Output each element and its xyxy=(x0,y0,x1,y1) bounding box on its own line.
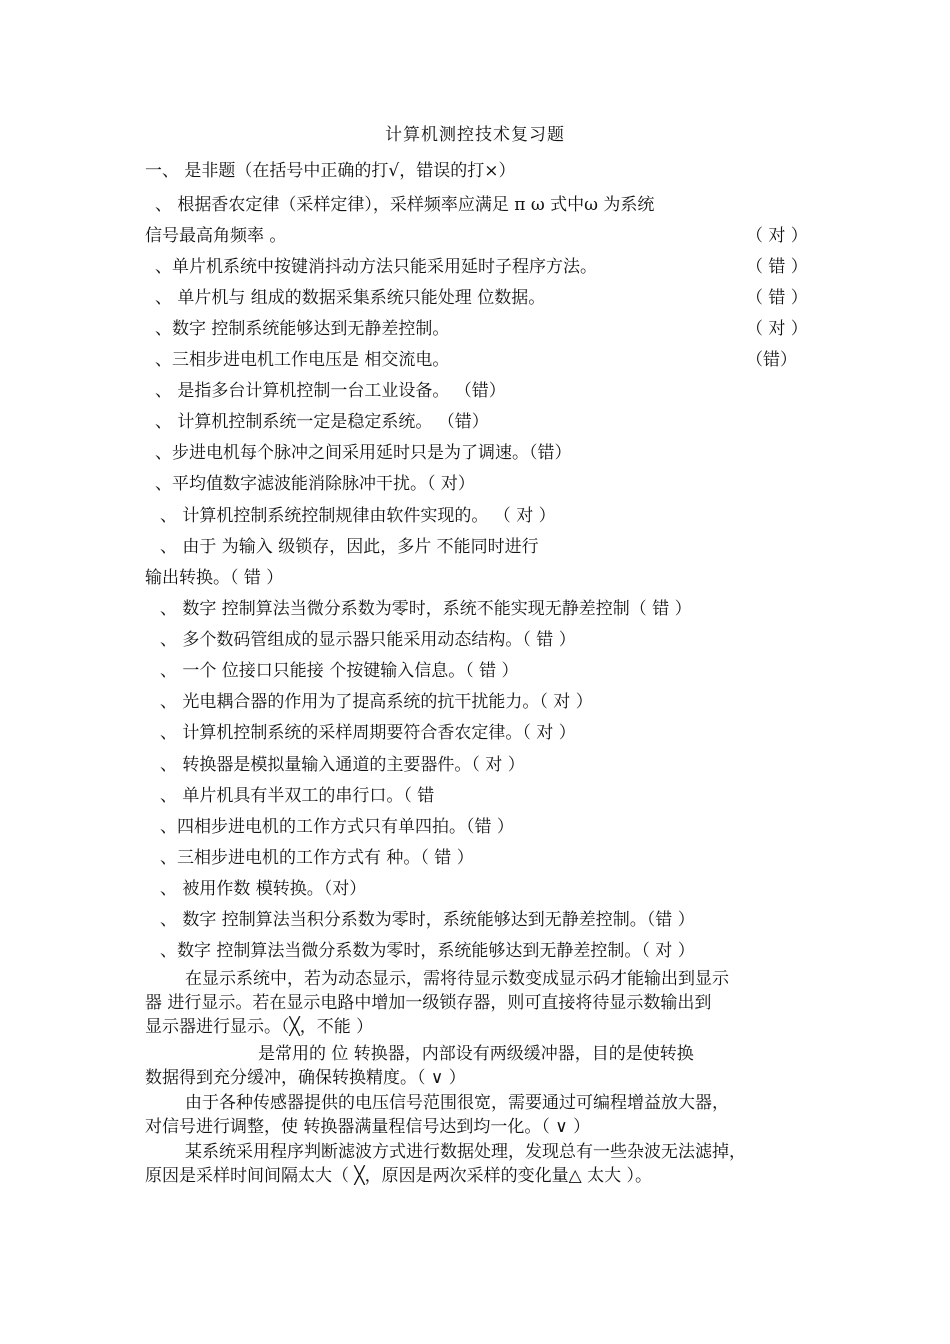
paragraph-line: 是常用的 位 转换器，内部设有两级缓冲器，目的是使转换 xyxy=(258,1044,694,1064)
list-item: 、三相步进电机工作电压是 相交流电。 xyxy=(155,350,450,370)
list-item: 、 被用作数 模转换。（对） xyxy=(160,879,367,899)
list-item: 、 数字 控制算法当微分系数为零时，系统不能实现无静差控制（ 错 ） xyxy=(160,599,692,619)
paragraph-line: 在显示系统中，若为动态显示，需将待显示数变成显示码才能输出到显示 xyxy=(185,969,729,989)
paragraph-line: 某系统采用程序判断滤波方式进行数据处理，发现总有一些杂波无法滤掉， xyxy=(185,1142,746,1162)
answer: （ 对 ） xyxy=(746,226,808,246)
paragraph-line: 数据得到充分缓冲，确保转换精度。（ ∨ ） xyxy=(145,1068,466,1088)
list-item: 、 单片机具有半双工的串行口。（ 错 xyxy=(160,786,435,806)
list-item: 、 一个 位接口只能接 个按键输入信息。（ 错 ） xyxy=(160,661,519,681)
page-title: 计算机测控技术复习题 xyxy=(385,125,565,145)
list-item: 、平均值数字滤波能消除脉冲干扰。（ 对） xyxy=(155,474,475,494)
list-item: 、四相步进电机的工作方式只有单四拍。（错 ） xyxy=(160,817,514,837)
list-item: 、 数字 控制算法当积分系数为零时，系统能够达到无静差控制。（错 ） xyxy=(160,910,695,930)
list-item: 、 转换器是模拟量输入通道的主要器件。（ 对 ） xyxy=(160,755,525,775)
list-item: 、 多个数码管组成的显示器只能采用动态结构。（ 错 ） xyxy=(160,630,576,650)
list-item: 信号最高角频率 。 xyxy=(145,226,287,246)
answer: （ 错 ） xyxy=(746,288,808,308)
list-item: 、数字 控制系统能够达到无静差控制。 xyxy=(155,319,450,339)
list-item: 、 单片机与 组成的数据采集系统只能处理 位数据。 xyxy=(155,288,546,308)
list-item: 输出转换。（ 错 ） xyxy=(145,568,284,588)
answer: （错） xyxy=(746,350,797,370)
paragraph-line: 由于各种传感器提供的电压信号范围很宽，需要通过可编程增益放大器， xyxy=(185,1093,729,1113)
list-item: 、步进电机每个脉冲之间采用延时只是为了调速。（错） xyxy=(155,443,572,463)
list-item: 、单片机系统中按键消抖动方法只能采用延时子程序方法。 xyxy=(155,257,597,277)
section-heading: 一、 是非题（在括号中正确的打√，错误的打×） xyxy=(145,161,516,181)
list-item: 、 计算机控制系统一定是稳定系统。 （错） xyxy=(155,412,489,432)
list-item: 、 计算机控制系统的采样周期要符合香农定律。（ 对 ） xyxy=(160,723,576,743)
list-item: 、 计算机控制系统控制规律由软件实现的。 （ 对 ） xyxy=(160,506,556,526)
answer: （ 错 ） xyxy=(746,257,808,277)
list-item: 、 光电耦合器的作用为了提高系统的抗干扰能力。（ 对 ） xyxy=(160,692,593,712)
list-item: 、数字 控制算法当微分系数为零时，系统能够达到无静差控制。（ 对 ） xyxy=(160,941,695,961)
list-item: 、 是指多台计算机控制一台工业设备。 （错） xyxy=(155,381,506,401)
list-item: 、 由于 为输入 级锁存，因此，多片 不能同时进行 xyxy=(160,537,539,557)
paragraph-line: 显示器进行显示。（╳，不能 ） xyxy=(145,1017,374,1037)
paragraph-line: 器 进行显示。若在显示电路中增加一级锁存器，则可直接将待显示数输出到 xyxy=(145,993,712,1013)
list-item: 、 根据香农定律（采样定律），采样频率应满足 π ω 式中ω 为系统 xyxy=(155,195,655,215)
paragraph-line: 原因是采样时间间隔太大（ ╳，原因是两次采样的变化量△ 太大 ）。 xyxy=(145,1166,653,1186)
paragraph-line: 对信号进行调整，使 转换器满量程信号达到均一化。（ ∨ ） xyxy=(145,1117,591,1137)
answer: （ 对 ） xyxy=(746,319,808,339)
list-item: 、三相步进电机的工作方式有 种。（ 错 ） xyxy=(160,848,474,868)
